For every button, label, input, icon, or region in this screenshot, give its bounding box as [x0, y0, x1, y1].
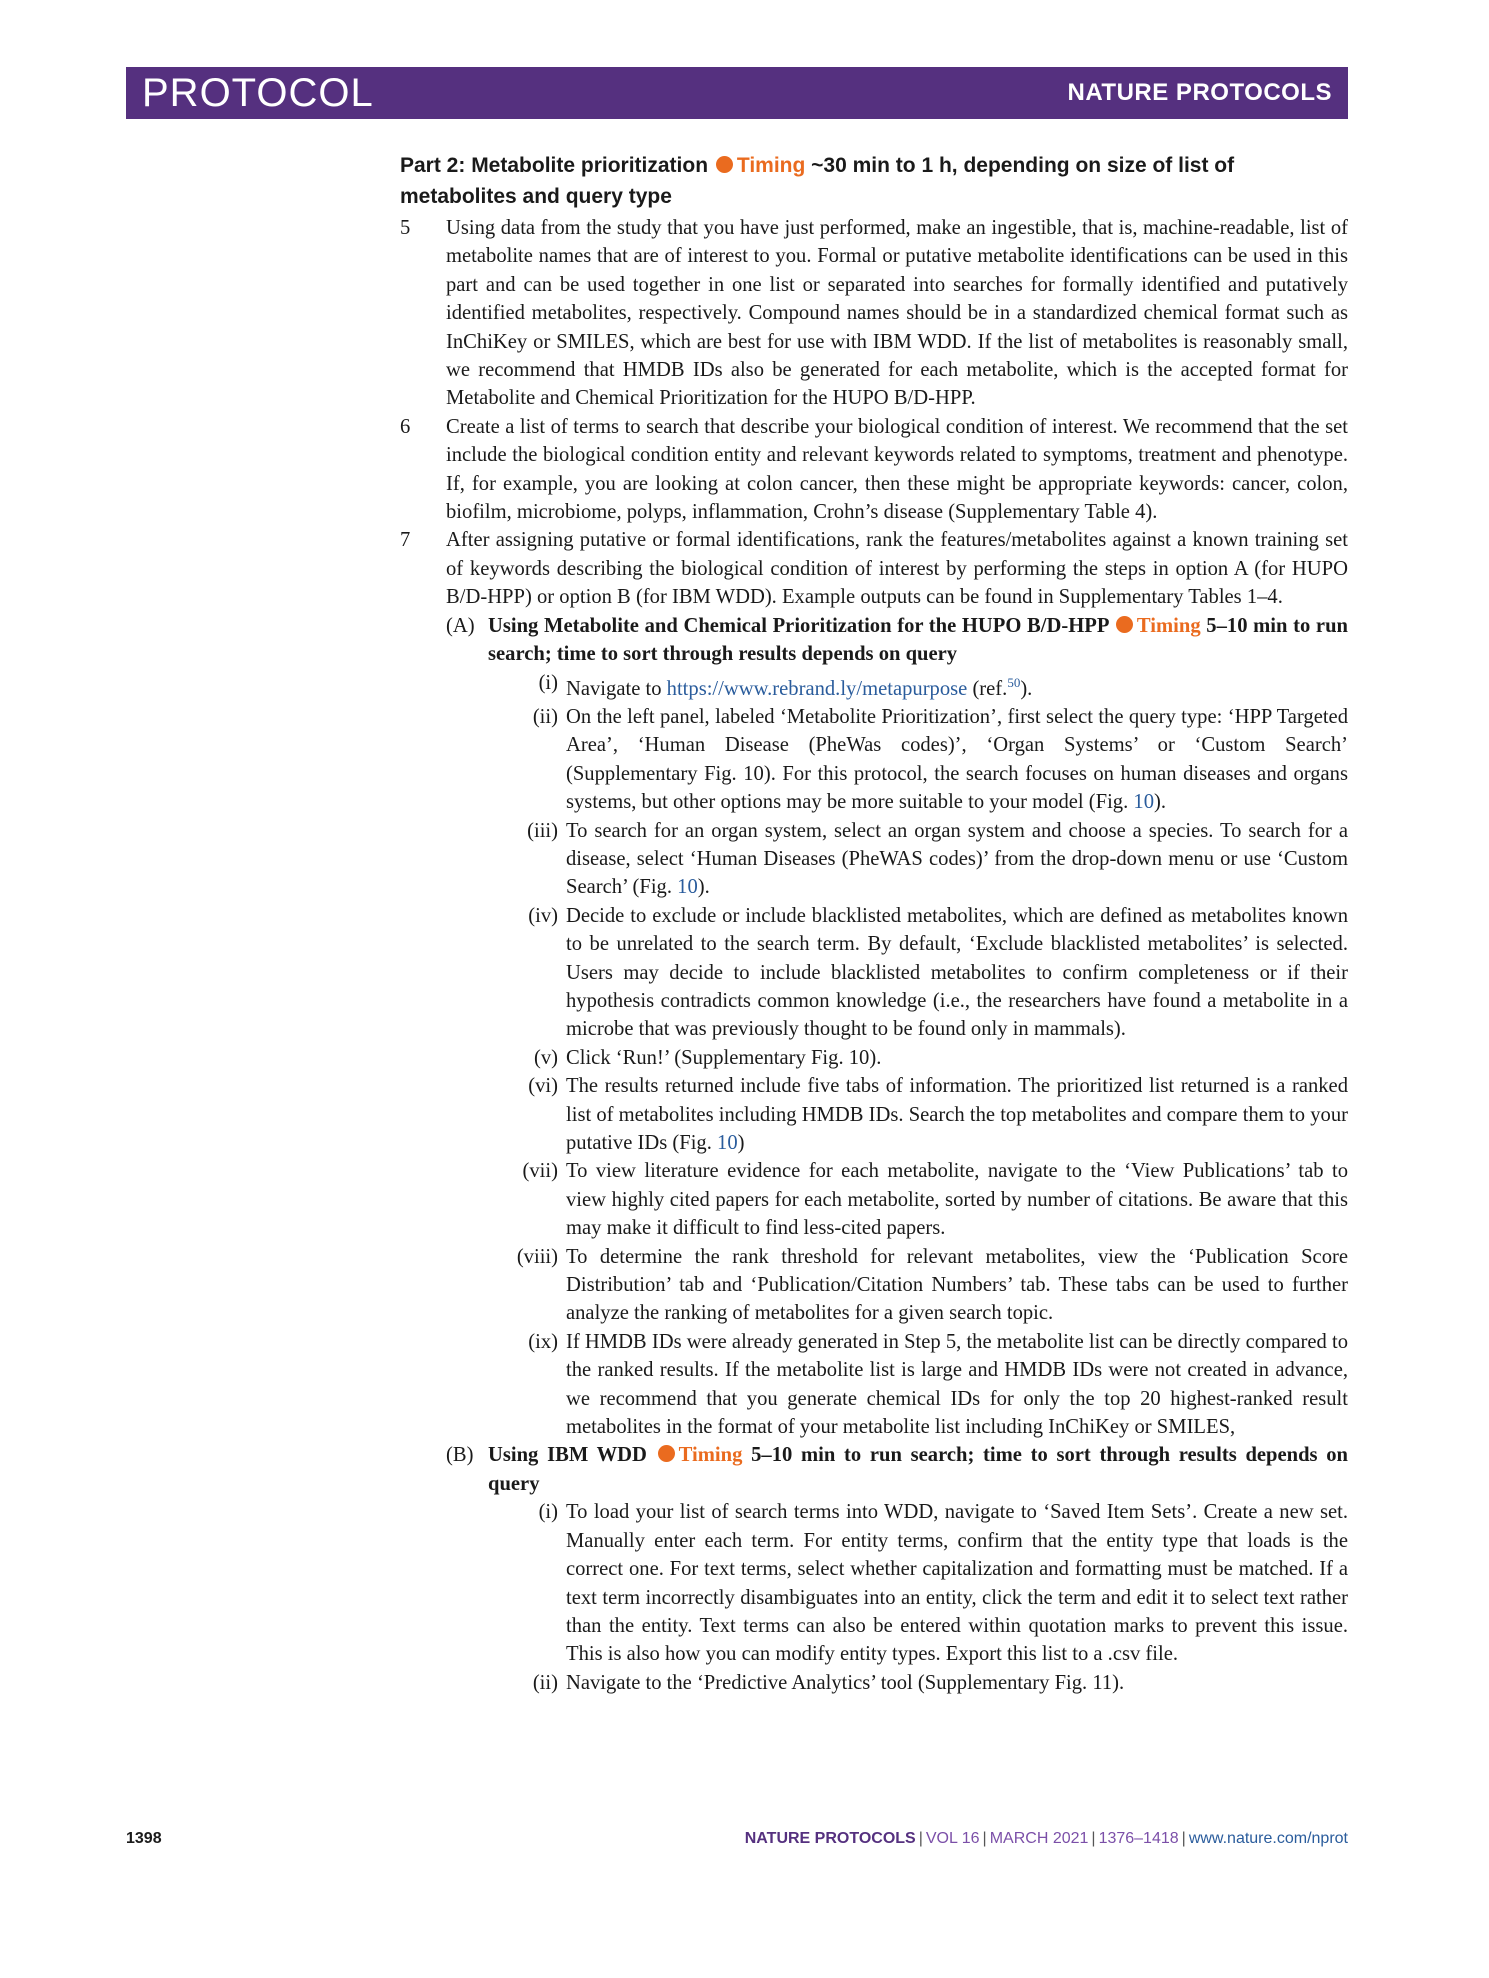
- step-text: Create a list of terms to search that describe your biological condition of interest. We recommend that the set include the biological condition entity and relevant keywords related to symptoms, treatment and phenotype. If, for example, you are looking at colon cancer, then these might be appropriate keywords: cancer, colon, biofilm, microbiome, polyps, inflammation, Crohn’s disease (Supplementary Table 4).: [446, 415, 1348, 524]
- option-title: Using IBM WDD: [488, 1444, 647, 1467]
- option-label: (A): [446, 614, 475, 637]
- substep-a-iv: [446, 902, 1348, 1044]
- substep-text-end: ).: [697, 876, 710, 899]
- substep-label: (ii): [532, 1671, 558, 1694]
- footer-pages: 1376–1418: [1098, 1830, 1179, 1847]
- option-b-substeps: [400, 1498, 1348, 1697]
- timing-label: Timing: [1136, 614, 1201, 637]
- substep-text: On the left panel, labeled ‘Metabolite Prioritization’, first select the query type: ‘HPP Targeted Area’, ‘Human Disease (PheWas codes)’, ‘Organ Systems’ or ‘Custom Search’ (Supplementary Fig. 10). For this protocol, the search focuses on human diseases and organs systems, but other options may be more suitable to your model (Fig.: [566, 705, 1348, 814]
- substep-text: If HMDB IDs were already generated in Step 5, the metabolite list can be directly compared to the ranked results. If the metabolite list is large and HMDB IDs were not created in advance, we recommend that you generate chemical IDs for only the top 20 highest-ranked result metabolites in the format of your metabolite list including InChiKey or SMILES,: [566, 1330, 1348, 1439]
- option-a-heading: [488, 612, 1348, 669]
- substep-label: (iv): [528, 904, 558, 927]
- option-a: [400, 612, 1348, 669]
- substep-b-ii: [446, 1669, 1348, 1697]
- substep-a-iii: [446, 817, 1348, 902]
- separator: |: [982, 1830, 987, 1847]
- figure-link[interactable]: 10: [677, 876, 698, 899]
- step-number: 6: [400, 415, 411, 438]
- step-number: 7: [400, 529, 411, 552]
- substep-label: (viii): [516, 1245, 558, 1268]
- figure-link[interactable]: 10: [1133, 791, 1155, 814]
- substep-text-end: ): [737, 1132, 745, 1154]
- figure-link[interactable]: 10: [717, 1132, 738, 1154]
- metapurpose-link[interactable]: https://www.rebrand.ly/metapurpose: [666, 677, 968, 700]
- substep-label: (i): [538, 1501, 558, 1524]
- substep-b-i: [446, 1498, 1348, 1668]
- step-6: [400, 413, 1348, 527]
- option-a-substeps: [400, 669, 1348, 1442]
- substep-a-i: [446, 669, 1348, 703]
- option-label: (B): [446, 1444, 474, 1467]
- part-timing: ~30 min to 1 h, depending on size of list of metabolites and query type: [400, 154, 1235, 208]
- option-timing: 5–10 min to run search; time to sort through results depends on query: [488, 614, 1348, 666]
- option-b: [400, 1441, 1348, 1498]
- separator: |: [918, 1830, 923, 1847]
- substep-a-viii: [446, 1243, 1348, 1328]
- substep-a-v: [446, 1044, 1348, 1072]
- substep-label: (ii): [532, 705, 558, 728]
- page-number: 1398: [126, 1830, 162, 1847]
- substep-text-end: ).: [1154, 791, 1167, 814]
- substep-text: The results returned include five tabs of information. The prioritized list returned is a ranked list of metabolites including HMDB IDs. Search the top metabolites and compare them to your putative IDs (Fig.: [566, 1075, 1348, 1154]
- step-number: 5: [400, 217, 411, 239]
- footer-citation: [745, 1830, 1348, 1848]
- ref-number[interactable]: 50: [1007, 674, 1021, 690]
- ref-close: ).: [1020, 677, 1033, 700]
- ref-text: (ref.: [972, 677, 1008, 700]
- step-5: [400, 214, 1348, 413]
- footer-journal: NATURE PROTOCOLS: [744, 1830, 916, 1847]
- substep-text: Decide to exclude or include blacklisted metabolites, which are defined as metabolites known to be unrelated to the search term. By default, ‘Exclude blacklisted metabolites’ is selected. Users may decide to include blacklisted metabolites to confirm completeness or if their hypothesis contradicts common knowledge (i.e., the researchers have found a metabolite in a microbe that was previously thought to be found only in mammals).: [566, 904, 1348, 1041]
- header-bar: [126, 67, 1348, 119]
- option-b-heading: [488, 1441, 1348, 1498]
- step-text: After assigning putative or formal identifications, rank the features/metabolites against a known training set of keywords describing the biological condition of interest by performing the steps in option A (for HUPO B/D-HPP) or option B (for IBM WDD). Example outputs can be found in Supplementary Tables 1–4.: [446, 529, 1348, 609]
- substep-a-vi: [446, 1072, 1348, 1157]
- substep-text: To view literature evidence for each metabolite, navigate to the ‘View Publications’ tab to view highly cited papers for each metabolite, sorted by number of citations. Be aware that this may make it difficult to find less-cited papers.: [566, 1160, 1348, 1240]
- section-label: PROTOCOL: [142, 71, 374, 115]
- timing-dot-icon: [1116, 616, 1133, 633]
- part-heading: [400, 150, 1348, 212]
- substep-text: To determine the rank threshold for relevant metabolites, view the ‘Publication Score Distribution’ tab and ‘Publication/Citation Numbers’ tab. These tabs can be used to further analyze the ranking of metabolites for a given search topic.: [566, 1245, 1348, 1325]
- timing-dot-icon: [658, 1445, 675, 1462]
- substep-text: Navigate to: [566, 677, 662, 700]
- separator: |: [1181, 1830, 1186, 1847]
- option-timing: 5–10 min to run search; time to sort through results depends on query: [488, 1444, 1349, 1495]
- main-content: [400, 150, 1348, 1697]
- step-text: Using data from the study that you have just performed, make an ingestible, that is, machine-readable, list of metabolite names that are of interest to you. Formal or putative metabolite identifications can be used in this part and can be used together in one list or separated into searches for formally identified and putatively identified metabolites, respectively. Compound names should be in a standardized chemical format such as InChiKey or SMILES, which are best for use with IBM WDD. If the list of metabolites is reasonably small, we recommend that HMDB IDs also be generated for each metabolite, which is the accepted format for Metabolite and Chemical Prioritization for the HUPO B/D-HPP.: [446, 217, 1348, 410]
- journal-name: NATURE PROTOCOLS: [1067, 79, 1332, 106]
- substep-label: (vii): [522, 1160, 558, 1183]
- footer-volume: VOL 16: [925, 1830, 980, 1847]
- timing-dot-icon: [716, 156, 733, 173]
- separator: |: [1091, 1830, 1096, 1847]
- substep-label: (i): [538, 671, 558, 694]
- part-title: Part 2: Metabolite prioritization: [400, 154, 709, 177]
- substep-text: To load your list of search terms into WDD, navigate to ‘Saved Item Sets’. Create a new set. Manually enter each term. For entity terms, confirm that the entity type that loads is the correct one. For text terms, select whether capitalization and formatting must be matched. If a text term incorrectly disambiguates into an entity, click the term and edit it to select text rather than the entity. Text terms can also be entered within quotation marks to prevent this issue. This is also how you can modify entity types. Export this list to a .csv file.: [566, 1501, 1348, 1666]
- substep-label: (iii): [527, 819, 558, 842]
- footer-url-link[interactable]: www.nature.com/nprot: [1188, 1830, 1348, 1847]
- substep-text: Navigate to the ‘Predictive Analytics’ tool (Supplementary Fig. 11).: [566, 1671, 1125, 1694]
- step-7: [400, 526, 1348, 611]
- substep-a-ix: [446, 1328, 1348, 1442]
- substep-label: (ix): [528, 1330, 558, 1353]
- substep-text: Click ‘Run!’ (Supplementary Fig. 10).: [566, 1046, 882, 1069]
- timing-label: Timing: [736, 154, 806, 177]
- substep-a-ii: [446, 703, 1348, 817]
- footer-date: MARCH 2021: [989, 1830, 1089, 1847]
- substep-label: (v): [533, 1046, 558, 1069]
- substep-a-vii: [446, 1157, 1348, 1242]
- substep-text: To search for an organ system, select an organ system and choose a species. To search for a disease, select ‘Human Diseases (PheWAS codes)’ from the drop-down menu or use ‘Custom Search’ (Fig.: [566, 819, 1348, 899]
- timing-label: Timing: [678, 1444, 743, 1467]
- substep-label: (vi): [528, 1075, 558, 1098]
- option-title: Using Metabolite and Chemical Prioritization for the HUPO B/D-HPP: [488, 614, 1109, 637]
